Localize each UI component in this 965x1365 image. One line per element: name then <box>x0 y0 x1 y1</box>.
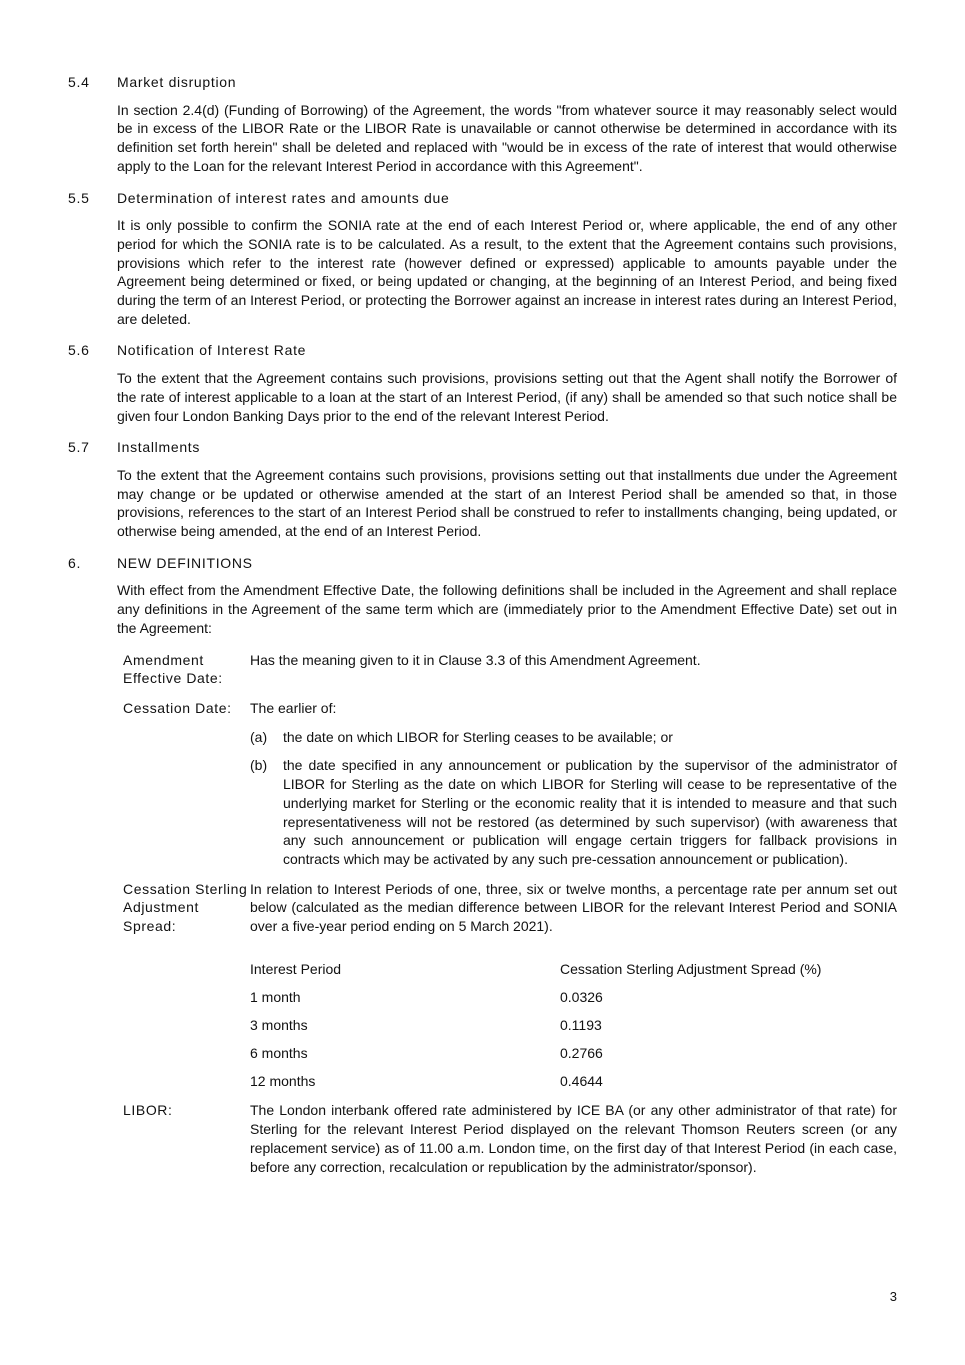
table-cell: 1 month <box>250 988 301 1005</box>
section-5-4 <box>68 73 897 176</box>
table-header-cell: Interest Period <box>250 960 342 977</box>
list-item-text: the date specified in any announcement or publication by the supervisor of the administrator of LIBOR for Sterling as the date on which LIBOR for Sterling will cease to be representative of the underlying market for Sterling or the economic reality that it is intended to measure and that such representativeness will not be restored (as determined by such supervisor) (with awareness that any such announcement or publication will engage certain triggers for fallback provisions in contracts which may be activated by any such pre-cessation announcement or publication). <box>283 757 897 867</box>
definition-cessation-sterling-adjustment-spread <box>123 880 897 1091</box>
section-paragraph: It is only possible to confirm the SONIA rate at the end of each Interest Period or, where applicable, the end of any other period for which the SONIA rate is to be calculated. As a result, to the extent that the Agreement contains such provisions, provisions which refer to the interest rate (however defined or expressed) applicable to amounts payable under the Agreement being determined or fixed, or being updated or changing, at the beginning of an Interest Period, and being fixed during the term of an Interest Period, or protecting the Borrower against an increase in interest rates during an Interest Period, are deleted. <box>117 217 897 327</box>
section-title: NEW DEFINITIONS <box>117 554 253 571</box>
section-title: Notification of Interest Rate <box>117 342 307 359</box>
definition-libor <box>123 1101 897 1176</box>
spread-table <box>250 960 897 1091</box>
section-5-5 <box>68 189 897 329</box>
definition-body <box>250 651 897 688</box>
section-heading <box>68 554 897 573</box>
section-title: Installments <box>117 439 201 456</box>
section-5-6 <box>68 341 897 425</box>
definition-text: The London interbank offered rate administered by ICE BA (or any other administrator of that rate) for Sterling for the relevant Interest Period displayed on the relevant Thomson Reuters screen (or any replacement service) as of 11.00 a.m. London time, on the first day of that Interest Period (in each case, before any correction, recalculation or republication by the administrator/sponsor). <box>250 1102 897 1175</box>
definition-term: Cessation Date: <box>123 699 232 716</box>
list-marker: (b) <box>250 757 268 774</box>
section-6 <box>68 554 897 638</box>
table-cell: 0.0326 <box>560 988 603 1005</box>
definition-term: Cessation Sterling Adjustment Spread: <box>123 880 248 935</box>
section-paragraph: With effect from the Amendment Effective Date, the following definitions shall be included in the Agreement and shall replace any definitions in the Agreement of the same term which are (immediately prior to the Amendment Effective Date) set out in the Agreement: <box>117 582 897 636</box>
definition-text: Has the meaning given to it in Clause 3.3 of this Amendment Agreement. <box>250 651 701 668</box>
section-title: Determination of interest rates and amounts due <box>117 189 450 206</box>
table-cell: 6 months <box>250 1044 308 1061</box>
definition-body <box>250 880 897 1091</box>
section-heading <box>68 341 897 360</box>
page-number: 3 <box>889 1289 897 1304</box>
table-row <box>250 1044 897 1063</box>
section-title: Market disruption <box>117 74 237 90</box>
definition-body <box>250 699 897 869</box>
definition-body <box>250 1101 897 1176</box>
table-row <box>250 1016 897 1035</box>
definition-amendment-effective-date <box>123 651 897 688</box>
table-cell: 3 months <box>250 1016 308 1033</box>
table-row <box>250 1072 897 1091</box>
section-heading <box>68 73 897 92</box>
section-paragraph: To the extent that the Agreement contains such provisions, provisions setting out that installments due under the Agreement may change or be updated or otherwise amended at the start of an Interest Period shall be amended so that, in those provisions, references to the start of an Interest Period shall be construed to refer to installments changing, being updated, or otherwise being amended, at the end of an Interest Period. <box>117 466 897 540</box>
table-header-row <box>250 960 897 979</box>
section-5-7 <box>68 438 897 541</box>
table-header-cell: Cessation Sterling Adjustment Spread (%) <box>560 960 822 977</box>
table-cell: 0.2766 <box>560 1044 603 1061</box>
section-paragraph: In section 2.4(d) (Funding of Borrowing) of the Agreement, the words "from whatever source it may reasonably select would be in excess of the LIBOR Rate or the LIBOR Rate is unavailable or cannot otherwise be determined in accordance with its definition set forth herein" shall be deleted and replaced with "would be in excess of the rate of interest that would otherwise apply to the Loan for the relevant Interest Period in accordance with this Agreement". <box>117 101 897 174</box>
section-number: 5.5 <box>68 189 90 206</box>
section-number: 5.6 <box>68 342 90 359</box>
table-cell: 12 months <box>250 1072 316 1089</box>
section-paragraph: To the extent that the Agreement contains such provisions, provisions setting out that the Agent shall notify the Borrower of the rate of interest applicable to a loan at the start of an Interest Period, (if any) shall be amended so that such notice shall be given four London Banking Days prior to the end of the relevant Interest Period. <box>117 370 897 424</box>
definition-intro: The earlier of: <box>250 699 337 716</box>
list-item-b <box>250 756 897 868</box>
section-number: 6. <box>68 554 82 571</box>
section-number: 5.7 <box>68 439 90 456</box>
list-marker: (a) <box>250 728 268 745</box>
section-number: 5.4 <box>68 74 90 90</box>
table-cell: 0.1193 <box>560 1016 602 1033</box>
definition-term: Amendment Effective Date: <box>123 651 223 687</box>
list-item-a <box>250 728 897 747</box>
definition-text: In relation to Interest Periods of one, three, six or twelve months, a percentage rate per annum set out below (calculated as the median difference between LIBOR for the relevant Interest Period and SONIA over a five-year period ending on 5 March 2021). <box>250 880 897 935</box>
definition-term: LIBOR: <box>123 1102 173 1119</box>
list-item-text: the date on which LIBOR for Sterling ceases to be available; or <box>283 728 673 745</box>
section-heading <box>68 189 897 208</box>
definition-cessation-date <box>123 699 897 869</box>
section-heading <box>68 438 897 457</box>
definitions-list <box>123 651 897 1177</box>
table-cell: 0.4644 <box>560 1072 603 1089</box>
table-row <box>250 988 897 1007</box>
